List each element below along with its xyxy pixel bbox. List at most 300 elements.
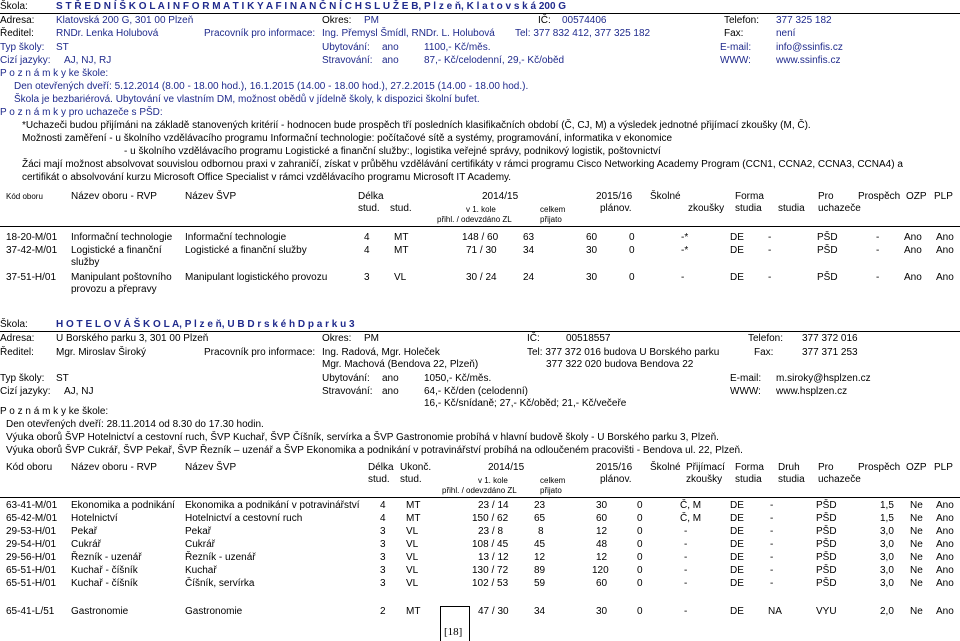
housing-price: 1050,- Kč/měs. (424, 373, 492, 384)
notes-label: P o z n á m k y ke škole: (0, 406, 109, 417)
cell-for: PŠD (816, 565, 837, 576)
cell-plp: Ano (936, 526, 954, 537)
cell-form: DE (730, 513, 744, 524)
col-code: Kód oboru (6, 462, 53, 473)
cell-code: 37-42-M/01 (6, 245, 58, 256)
cell-completion: MT (394, 245, 409, 256)
cell-svp: Kuchař (185, 565, 217, 576)
cell-grades: 3,0 (880, 578, 894, 589)
cell-svp: Číšník, servírka (185, 578, 255, 589)
col-type-2: studia (778, 474, 805, 485)
district-value: PM (364, 15, 379, 26)
cell-admitted: 65 (534, 513, 546, 524)
email-value: info@ssinfis.cz (776, 42, 843, 53)
housing-label: Ubytování: (322, 42, 370, 53)
cell-program: Manipulant poštovního provozu a přepravy (71, 272, 172, 295)
cell-tuition: 0 (637, 500, 643, 511)
col-year2: 2015/16 (596, 191, 633, 202)
cell-length: 3 (380, 526, 386, 537)
cell-type: - (768, 232, 772, 243)
contact-phone: Tel: 377 832 412, 377 325 182 (515, 28, 651, 39)
cell-program: Ekonomika a podnikání (71, 500, 175, 511)
cell-tuition: 0 (637, 513, 643, 524)
cell-exams: - (684, 606, 688, 617)
cell-plp: Ano (936, 565, 954, 576)
col-svp: Název ŠVP (185, 462, 237, 473)
col-exams-2: zkoušky (686, 474, 723, 485)
col-applications: v 1. kole (478, 476, 508, 485)
cell-planned: 12 (596, 552, 608, 563)
cell-form: DE (730, 245, 744, 256)
languages-value: AJ, NJ (64, 386, 94, 397)
cell-applications: 148 / 60 (462, 232, 499, 243)
cell-exams: Č, M (680, 500, 702, 511)
cell-grades: 1,5 (880, 500, 894, 511)
cell-length: 2 (380, 606, 386, 617)
cell-form: DE (730, 552, 744, 563)
school-name: H O T E L O V Á Š K O L A, P l z e ň, U B D r s k é h D p a r k u 3 (56, 319, 355, 330)
ic-label: IČ: (527, 333, 540, 344)
cell-type: - (770, 578, 774, 589)
page-number: [18] (444, 626, 463, 638)
ic-value: 00574406 (562, 15, 607, 26)
cell-for: PŠD (817, 232, 838, 243)
cell-completion: VL (406, 578, 419, 589)
cell-ozp: Ne (910, 565, 923, 576)
cell-admitted: 59 (534, 578, 546, 589)
school-name: S T Ř E D N Í Š K O L A I N F O R M A T I K Y A F I N A N Č N Í C H S L U Ž E B, P l z e ň, K l a t o v s k á 200 G (56, 1, 567, 12)
contact-person-value-2: Mgr. Machová (Bendova 22, Plzeň) (322, 359, 479, 370)
school-type-value: ST (56, 373, 69, 384)
school-type-label: Typ školy: (0, 373, 45, 384)
cell-for: PŠD (816, 500, 837, 511)
cell-svp: Gastronomie (185, 606, 243, 617)
cell-ozp: Ne (910, 526, 923, 537)
languages-value: AJ, NJ, RJ (64, 55, 112, 66)
cell-length: 4 (380, 513, 386, 524)
cell-admitted: 12 (534, 552, 546, 563)
email-label: E-mail: (720, 42, 752, 53)
meals-price: 87,- Kč/celodenní, 29,- Kč/oběd (424, 55, 565, 66)
col-tuition: Školné (650, 462, 681, 473)
col-completion-2: stud. (400, 474, 422, 485)
cell-tuition: 0 (637, 539, 643, 550)
director-label: Ředitel: (0, 28, 34, 39)
cell-code: 29-53-H/01 (6, 526, 57, 537)
cell-form: DE (730, 539, 744, 550)
cell-tuition: 0 (629, 232, 635, 243)
cell-ozp: Ne (910, 578, 923, 589)
cell-plp: Ano (936, 232, 954, 243)
cell-planned: 48 (596, 539, 608, 550)
cell-grades: - (876, 272, 880, 283)
cell-admitted: 63 (523, 232, 535, 243)
cell-grades: - (876, 232, 880, 243)
cell-code: 65-41-L/51 (6, 606, 55, 617)
cell-tuition: 0 (637, 606, 643, 617)
cell-program: Kuchař - číšník (71, 578, 138, 589)
director-label: Ředitel: (0, 347, 34, 358)
housing-value: ano (382, 42, 399, 53)
col-type: Druh (778, 462, 800, 473)
cell-plp: Ano (936, 552, 954, 563)
cell-grades: 3,0 (880, 539, 894, 550)
cell-length: 4 (380, 500, 386, 511)
cell-completion: MT (394, 232, 409, 243)
cell-svp: Informační technologie (185, 232, 287, 243)
cell-grades: 1,5 (880, 513, 894, 524)
housing-price: 1100,- Kč/měs. (424, 42, 491, 53)
col-planned: plánov. (600, 474, 632, 485)
cell-code: 37-51-H/01 (6, 272, 57, 283)
cell-length: 3 (380, 565, 386, 576)
col-for: Pro (818, 462, 834, 473)
cell-exams: - (684, 552, 688, 563)
cell-completion: VL (394, 272, 407, 283)
col-applications-2: přihl. / odevzdáno ZL (437, 215, 512, 224)
cell-admitted: 89 (534, 565, 546, 576)
director-value: Mgr. Miroslav Široký (56, 347, 147, 358)
cell-admitted: 23 (534, 500, 546, 511)
contact-person-label: Pracovník pro informace: (204, 28, 316, 39)
cell-admitted: 34 (523, 245, 535, 256)
cell-length: 3 (364, 272, 370, 283)
languages-label: Cizí jazyky: (0, 386, 51, 397)
col-plp: PLP (934, 191, 953, 202)
col-planned: plánov. (600, 203, 632, 214)
cell-planned: 30 (586, 272, 598, 283)
cell-for: VYU (816, 606, 837, 617)
housing-label: Ubytování: (322, 373, 370, 384)
col-length-2: stud. (358, 203, 380, 214)
cell-applications: 150 / 62 (472, 513, 509, 524)
cell-svp: Pekař (185, 526, 212, 537)
cell-type: - (770, 539, 774, 550)
cell-form: DE (730, 565, 744, 576)
meals-label: Stravování: (322, 386, 373, 397)
col-total-2: přijato (540, 486, 562, 495)
col-svp: Název ŠVP (185, 191, 237, 202)
note-open-day: Den otevřených dveří: 5.12.2014 (8.00 - 18.00 hod.), 16.1.2015 (14.00 - 18.00 hod.), 27.2.2015 (14.00 - 18.00 hod.). (14, 81, 529, 92)
www-value: www.ssinfis.cz (776, 55, 841, 66)
cell-program: Řezník - uzenář (71, 552, 142, 563)
cell-form: DE (730, 606, 744, 617)
cell-plp: Ano (936, 606, 954, 617)
cell-code: 65-42-M/01 (6, 513, 58, 524)
cell-exams: Č, M (680, 513, 702, 524)
divider (0, 331, 960, 332)
cell-for: PŠD (816, 552, 837, 563)
phone-value: 377 325 182 (776, 15, 832, 26)
phone-value: 377 372 016 (802, 333, 858, 344)
col-ozp: OZP (906, 462, 927, 473)
cell-applications: 130 / 72 (472, 565, 509, 576)
cell-planned: 12 (596, 526, 608, 537)
cell-svp: Manipulant logistického provozu (185, 272, 328, 283)
note-practice: Žáci mají možnost absolvovat souvislou odbornou praxi v zahraničí, získat v průběhu vzdělávání certifikáty v rámci programu Cisco Networking Academy Program (CCN1, CCNA2, CCNA3, CCNA4) a (22, 159, 903, 170)
fax-value: není (776, 28, 796, 39)
cell-program: Kuchař - číšník (71, 565, 138, 576)
cell-form: DE (730, 526, 744, 537)
cell-grades: 3,0 (880, 565, 894, 576)
col-completion: Ukonč. (400, 462, 432, 473)
note-specialization-it: Možnosti zaměření - u školního vzdělávacího programu Informační technologie: počítačové sítě a systémy, programování, informatika v ekonomice (22, 133, 673, 144)
col-program: Název oboru - RVP (71, 191, 157, 202)
housing-value: ano (382, 373, 399, 384)
cell-exams: -* (681, 232, 689, 243)
cell-ozp: Ne (910, 513, 923, 524)
languages-label: Cizí jazyky: (0, 55, 51, 66)
col-year2: 2015/16 (596, 462, 633, 473)
email-value: m.siroky@hsplzen.cz (776, 373, 871, 384)
cell-code: 29-54-H/01 (6, 539, 57, 550)
cell-for: PŠD (816, 526, 837, 537)
cell-length: 3 (380, 578, 386, 589)
note-certificate: certifikát o absolvování kurzu Microsoft Office Specialist v rámci vzdělávacího programu Microsoft IT Academy. (22, 172, 512, 183)
col-code: Kód oboru (6, 192, 43, 201)
cell-program: Gastronomie (71, 606, 129, 617)
cell-applications: 108 / 45 (472, 539, 509, 550)
cell-plp: Ano (936, 539, 954, 550)
cell-code: 65-51-H/01 (6, 565, 57, 576)
fax-label: Fax: (724, 28, 744, 39)
contact-phone: Tel: 377 372 016 budova U Borského parku (527, 347, 720, 358)
cell-grades: 3,0 (880, 552, 894, 563)
cell-for: PŠD (816, 578, 837, 589)
cell-tuition: 0 (637, 526, 643, 537)
divider (0, 13, 960, 14)
cell-tuition: 0 (629, 272, 635, 283)
cell-exams: -* (681, 245, 689, 256)
cell-grades: - (876, 245, 880, 256)
cell-length: 4 (364, 232, 370, 243)
cell-for: PŠD (816, 539, 837, 550)
contact-person-value: Ing. Přemysl Šmídl, RNDr. L. Holubová (322, 28, 495, 39)
cell-applications: 13 / 12 (478, 552, 509, 563)
district-label: Okres: (322, 15, 352, 26)
address-value: U Borského parku 3, 301 00 Plzeň (56, 333, 209, 344)
cell-svp: Logistické a finanční služby (185, 245, 307, 256)
contact-person-label: Pracovník pro informace: (204, 347, 316, 358)
cell-plp: Ano (936, 245, 954, 256)
cell-for: PŠD (816, 513, 837, 524)
phone-label: Telefon: (748, 333, 784, 344)
col-total: celkem (540, 205, 566, 214)
district-label: Okres: (322, 333, 352, 344)
school-type-label: Typ školy: (0, 42, 45, 53)
cell-type: - (770, 526, 774, 537)
cell-ozp: Ne (910, 606, 923, 617)
cell-plp: Ano (936, 500, 954, 511)
cell-ozp: Ano (904, 232, 922, 243)
phone-label: Telefon: (724, 15, 760, 26)
cell-code: 29-56-H/01 (6, 552, 57, 563)
cell-admitted: 24 (523, 272, 535, 283)
col-total: celkem (540, 476, 566, 485)
col-total-2: přijato (540, 215, 562, 224)
cell-type: NA (768, 606, 782, 617)
col-length-2: stud. (368, 474, 390, 485)
col-completion: stud. (390, 203, 412, 214)
cell-completion: MT (406, 500, 421, 511)
col-length: Délka (368, 462, 394, 473)
address-label: Adresa: (0, 15, 35, 26)
cell-svp: Řezník - uzenář (185, 552, 256, 563)
col-applications-2: přihl. / odevzdáno ZL (442, 486, 517, 495)
col-grades: Prospěch (858, 462, 901, 473)
note-specialization-log: - u školního vzdělávacího programu Logistické a finanční služby:, logistika veřejné správy, podnikový logistik, poštovnictví (124, 146, 661, 157)
note-main-building: Výuka oborů ŠVP Hotelnictví a cestovní ruch, ŠVP Kuchař, ŠVP Číšník, servírka a ŠVP Gastronomie probíhá v hlavní budově školy - U Borského parku 3, Plzeň. (6, 432, 719, 443)
cell-tuition: 0 (637, 578, 643, 589)
address-value: Klatovská 200 G, 301 00 Plzeň (56, 15, 194, 26)
cell-svp: Cukrář (185, 539, 216, 550)
cell-applications: 23 / 14 (478, 500, 509, 511)
cell-form: DE (730, 232, 744, 243)
cell-planned: 30 (596, 606, 608, 617)
cell-admitted: 8 (538, 526, 544, 537)
cell-code: 65-51-H/01 (6, 578, 57, 589)
cell-form: DE (730, 578, 744, 589)
cell-tuition: 0 (629, 245, 635, 256)
cell-admitted: 34 (534, 606, 546, 617)
cell-completion: VL (406, 565, 419, 576)
col-ozp: OZP (906, 191, 927, 202)
cell-exams: - (684, 578, 688, 589)
cell-applications: 102 / 53 (472, 578, 509, 589)
cell-tuition: 0 (637, 552, 643, 563)
ic-value: 00518557 (566, 333, 611, 344)
cell-applications: 47 / 30 (478, 606, 509, 617)
col-year1: 2014/15 (488, 462, 525, 473)
col-tuition: Školné (650, 191, 681, 202)
cell-type: - (770, 552, 774, 563)
col-year1: 2014/15 (482, 191, 519, 202)
col-for: Pro (818, 191, 834, 202)
cell-completion: VL (406, 552, 419, 563)
contact-phone-2: 377 322 020 budova Bendova 22 (546, 359, 694, 370)
cell-applications: 23 / 8 (478, 526, 504, 537)
col-form: Forma (735, 191, 764, 202)
col-form-2: studia (735, 203, 762, 214)
cell-program: Pekař (71, 526, 98, 537)
www-label: WWW: (730, 386, 761, 397)
cell-form: DE (730, 272, 744, 283)
cell-grades: 2,0 (880, 606, 894, 617)
col-exams: Přijímací (686, 462, 725, 473)
cell-form: DE (730, 500, 744, 511)
cell-planned: 30 (596, 500, 608, 511)
col-for-2: uchazeče (818, 474, 861, 485)
cell-completion: VL (406, 526, 419, 537)
cell-exams: - (684, 526, 688, 537)
address-label: Adresa: (0, 333, 35, 344)
cell-admitted: 45 (534, 539, 546, 550)
school-type-value: ST (56, 42, 69, 53)
col-length: Délka (358, 191, 384, 202)
note-open-day: Den otevřených dveří: 28.11.2014 od 8.30 do 17.30 hodin. (6, 419, 264, 430)
col-applications: v 1. kole (466, 205, 496, 214)
cell-program: Logistické a finanční služby (71, 245, 162, 268)
meals-value: ano (382, 386, 399, 397)
cell-type: - (768, 272, 772, 283)
www-value: www.hsplzen.cz (776, 386, 848, 397)
cell-planned: 30 (586, 245, 598, 256)
cell-svp: Ekonomika a podnikání v potravinářství (185, 500, 360, 511)
contact-person-value: Ing. Radová, Mgr. Holeček (322, 347, 440, 358)
cell-code: 63-41-M/01 (6, 500, 58, 511)
school-label: Škola: (0, 319, 28, 330)
cell-completion: MT (406, 513, 421, 524)
cell-planned: 60 (586, 232, 598, 243)
cell-program: Hotelnictví (71, 513, 118, 524)
cell-applications: 71 / 30 (466, 245, 497, 256)
cell-for: PŠD (817, 272, 838, 283)
cell-code: 18-20-M/01 (6, 232, 58, 243)
cell-completion: VL (406, 539, 419, 550)
cell-length: 4 (364, 245, 370, 256)
cell-completion: MT (406, 606, 421, 617)
notes-applicants-label: P o z n á m k y pro uchazeče s PŠD: (0, 107, 163, 118)
cell-ozp: Ano (904, 245, 922, 256)
col-program: Název oboru - RVP (71, 462, 157, 473)
ic-label: IČ: (538, 15, 551, 26)
cell-program: Cukrář (71, 539, 102, 550)
cell-exams: - (684, 539, 688, 550)
meals-label: Stravování: (322, 55, 373, 66)
notes-label: P o z n á m k y ke škole: (0, 68, 109, 79)
cell-type: - (770, 565, 774, 576)
cell-svp: Hotelnictví a cestovní ruch (185, 513, 303, 524)
col-grades: Prospěch (858, 191, 901, 202)
cell-planned: 60 (596, 578, 608, 589)
cell-tuition: 0 (637, 565, 643, 576)
cell-type: - (768, 245, 772, 256)
email-label: E-mail: (730, 373, 762, 384)
cell-length: 3 (380, 552, 386, 563)
note-branch-building: Výuka oborů ŠVP Cukrář, ŠVP Pekař, ŠVP Řezník – uzenář a ŠVP Ekonomika a podnikání v potravinářství probíhá na odloučeném pracovišti - Bendova ul. 22, Plzeň. (6, 445, 743, 456)
col-form-2: studia (735, 474, 762, 485)
director-value: RNDr. Lenka Holubová (56, 28, 159, 39)
cell-ozp: Ne (910, 552, 923, 563)
cell-plp: Ano (936, 578, 954, 589)
col-form: Forma (735, 462, 764, 473)
cell-plp: Ano (936, 513, 954, 524)
www-label: WWW: (720, 55, 751, 66)
col-exams: zkoušky (688, 203, 725, 214)
col-type: studia (778, 203, 805, 214)
cell-type: - (770, 500, 774, 511)
fax-value: 377 371 253 (802, 347, 858, 358)
cell-type: - (770, 513, 774, 524)
note-admission: *Uchazeči budou přijímáni na základě stanovených kritérií - hodnocen bude prospěch tří posledních klasifikačních období (Č, CJ, M) a výsledek jednotné přijímací zkoušky (M, Č). (22, 120, 811, 131)
cell-ozp: Ano (904, 272, 922, 283)
cell-grades: 3,0 (880, 526, 894, 537)
cell-applications: 30 / 24 (466, 272, 497, 283)
cell-program: Informační technologie (71, 232, 173, 243)
meals-price: 64,- Kč/den (celodenní) (424, 386, 528, 397)
header-divider (0, 497, 960, 498)
cell-length: 3 (380, 539, 386, 550)
meals-price-2: 16,- Kč/snídaně; 27,- Kč/oběd; 21,- Kč/večeře (424, 398, 627, 409)
cell-exams: - (684, 565, 688, 576)
school-label: Škola: (0, 1, 28, 12)
header-divider (0, 226, 960, 227)
cell-planned: 60 (596, 513, 608, 524)
note-facilities: Škola je bezbariérová. Ubytování ve vlastním DM, možnost obědů v jídelně školy, k dispozici školní bufet. (14, 94, 480, 105)
cell-exams: - (681, 272, 685, 283)
cell-plp: Ano (936, 272, 954, 283)
cell-for: PŠD (817, 245, 838, 256)
